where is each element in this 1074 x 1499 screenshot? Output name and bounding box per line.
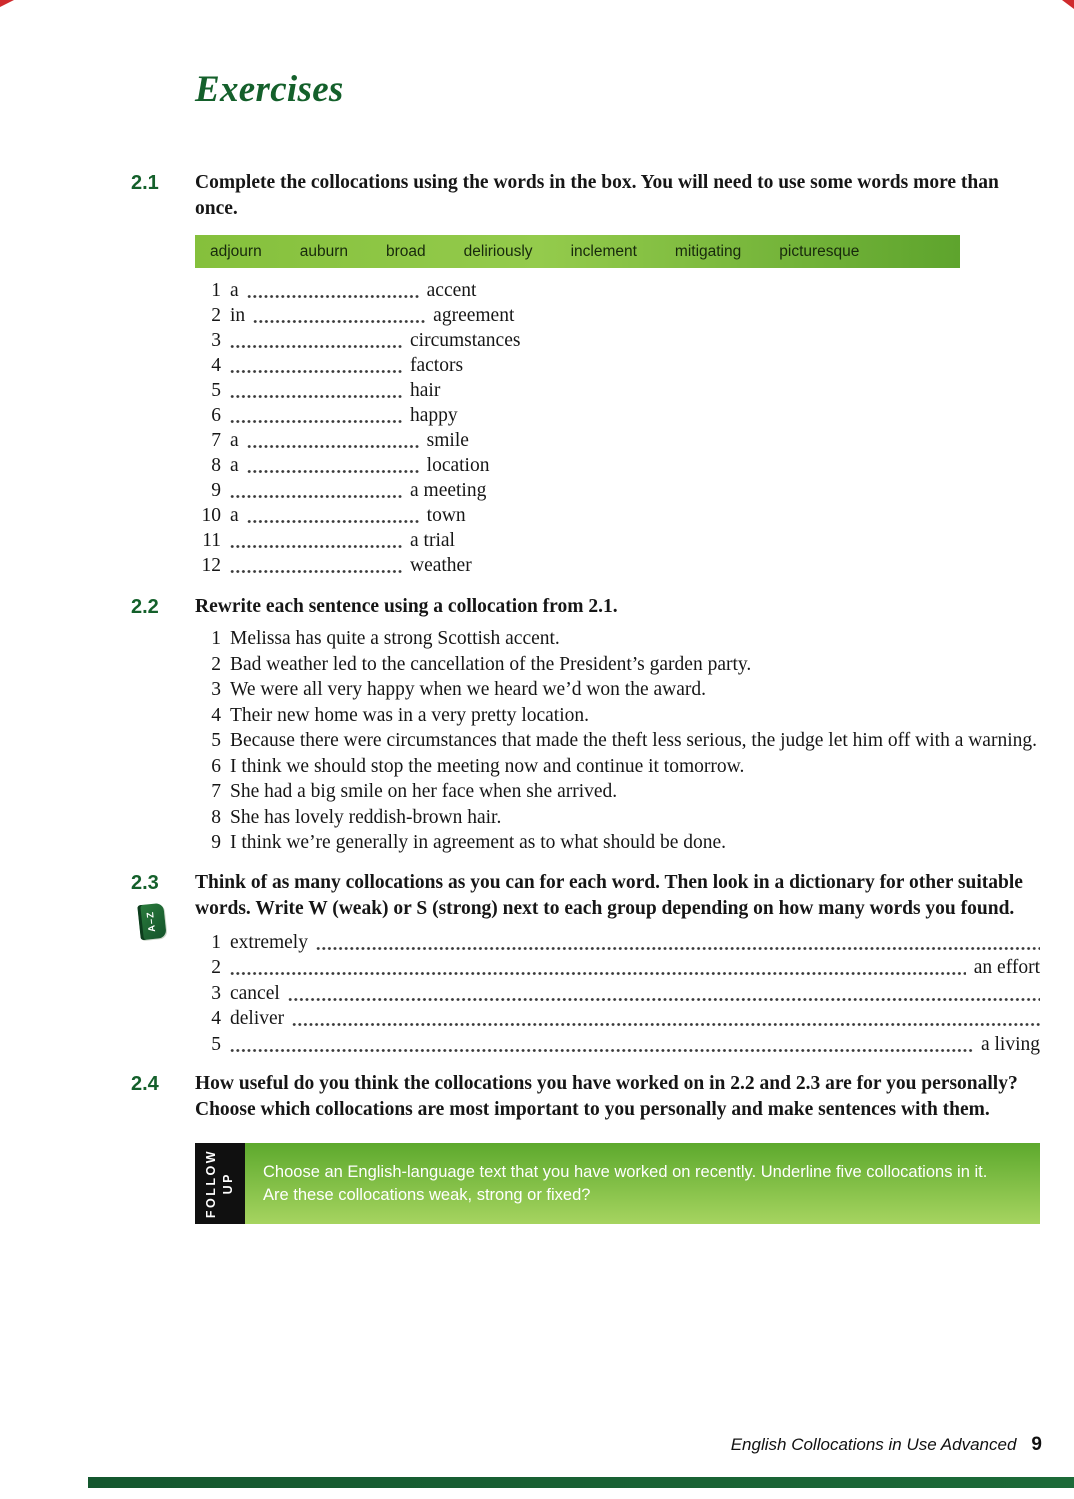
item-number: 4 — [211, 355, 221, 376]
answer-blank — [230, 478, 402, 503]
exercise-number-label: 2.4 — [131, 1073, 159, 1095]
item-number: 5 — [211, 1033, 221, 1055]
fill-item — [195, 981, 1040, 1007]
exercise-number-2-2 — [131, 594, 195, 856]
scan-corner-mark — [0, 0, 14, 7]
follow-up-tab — [195, 1143, 245, 1224]
sentence-item — [195, 728, 1040, 754]
fill-item — [195, 453, 1040, 478]
item-pre-word: cancel — [230, 982, 280, 1004]
exercise-number-2-4 — [131, 1071, 195, 1123]
fill-item — [195, 403, 1040, 428]
answer-blank — [230, 378, 402, 403]
answer-blank — [230, 955, 966, 981]
item-pre-word: a — [230, 430, 239, 451]
item-number: 8 — [211, 806, 221, 828]
item-post-word: a living — [980, 1033, 1040, 1055]
item-number: 6 — [211, 405, 221, 426]
item-pre-word: a — [230, 280, 239, 301]
answer-blank — [316, 930, 1040, 956]
fill-list-2-3 — [195, 930, 1040, 1058]
item-number: 11 — [202, 530, 221, 551]
item-number: 6 — [211, 755, 221, 777]
fill-item — [195, 503, 1040, 528]
sentence-text: She had a big smile on her face when she arrived. — [230, 781, 618, 802]
exercise-2-4-body — [195, 1071, 1040, 1123]
follow-up-text-line-2: Are these collocations weak, strong or fixed? — [263, 1185, 591, 1204]
item-number: 1 — [211, 628, 221, 649]
fill-item — [195, 553, 1040, 578]
sentence-list-2-2 — [195, 626, 1040, 856]
item-number: 9 — [211, 480, 221, 501]
sentence-text: Bad weather led to the cancellation of the President’s garden party. — [230, 653, 752, 675]
fill-list-2-1 — [195, 278, 1040, 578]
answer-blank — [230, 353, 402, 378]
sentence-text: I think we’re generally in agreement as to what should be done. — [230, 832, 727, 853]
item-number: 1 — [211, 280, 221, 301]
dictionary-icon-label: A–Z — [144, 910, 159, 933]
item-post-word: circumstances — [410, 330, 521, 351]
item-post-word: happy — [410, 405, 458, 426]
fill-item — [195, 930, 1040, 956]
item-number: 5 — [211, 730, 221, 751]
exercise-number-label: 2.2 — [131, 596, 159, 618]
sentence-item — [195, 830, 1040, 856]
instruction-2-3: Think of as many collocations as you can for each word. Then look in a dictionary for other suitable words. Write W (weak) or S (strong) next to each group depending on how many words you found. — [195, 871, 1023, 919]
item-pre-word: extremely — [230, 931, 308, 953]
fill-item — [195, 955, 1040, 981]
item-number: 4 — [211, 1008, 221, 1029]
sentence-text: I think we should stop the meeting now and continue it tomorrow. — [230, 755, 745, 777]
item-number: 12 — [201, 555, 221, 576]
item-number: 3 — [211, 679, 221, 700]
fill-item — [195, 378, 1040, 403]
item-post-word: accent — [426, 280, 477, 301]
fill-item — [195, 1032, 1040, 1058]
exercise-2-4 — [131, 1071, 1040, 1123]
item-post-word: weather — [410, 555, 472, 576]
follow-up-text-line-1: Choose an English-language text that you have worked on recently. Underline five collocations in it. — [263, 1162, 988, 1181]
sentence-item — [195, 677, 1040, 703]
answer-blank — [230, 1032, 973, 1058]
item-number: 10 — [201, 505, 221, 526]
item-number: 2 — [211, 957, 221, 978]
book-title: English Collocations in Use Advanced — [730, 1435, 1017, 1454]
follow-up-body — [245, 1143, 1040, 1224]
follow-up-tab-label-up: UP — [221, 1172, 235, 1195]
fill-item — [195, 1006, 1040, 1032]
word-box-word: deliriously — [463, 242, 533, 260]
fill-item — [195, 278, 1040, 303]
exercise-number-2-3 — [131, 870, 195, 1058]
instruction-2-2: Rewrite each sentence using a collocation from 2.1. — [195, 596, 618, 617]
item-post-word: factors — [410, 355, 464, 376]
exercise-2-1-body — [195, 170, 1040, 578]
item-post-word: town — [426, 505, 466, 526]
exercise-2-2-body — [195, 594, 1040, 856]
answer-blank — [230, 403, 402, 428]
follow-up-tab-label-follow: FOLLOW — [203, 1149, 218, 1219]
answer-blank — [288, 981, 1040, 1007]
answer-blank — [230, 328, 402, 353]
fill-item — [195, 353, 1040, 378]
answer-blank — [247, 278, 419, 303]
fill-item — [195, 428, 1040, 453]
sentence-text: We were all very happy when we heard we’d won the award. — [230, 679, 706, 700]
item-number: 7 — [211, 781, 221, 802]
sentence-text: Because there were circumstances that made the theft less serious, the judge let him off with a warning. — [230, 730, 1037, 751]
item-post-word: hair — [410, 380, 441, 401]
fill-item — [195, 328, 1040, 353]
answer-blank — [253, 303, 425, 328]
answer-blank — [247, 428, 419, 453]
fill-item — [195, 303, 1040, 328]
instruction-2-4: How useful do you think the collocations you have worked on in 2.2 and 2.3 are for you personally? Choose which collocations are most important to you personally and make sentences with them. — [195, 1073, 1018, 1120]
item-pre-word: deliver — [230, 1008, 285, 1029]
exercise-number-2-1 — [131, 170, 195, 578]
item-pre-word: a — [230, 455, 239, 476]
item-number: 2 — [211, 653, 221, 675]
word-box-word: inclement — [570, 242, 637, 260]
answer-blank — [247, 503, 419, 528]
page-number: 9 — [1031, 1434, 1042, 1455]
page-title: Exercises — [195, 69, 344, 110]
item-post-word: an effort — [973, 957, 1040, 978]
item-post-word: agreement — [433, 305, 515, 326]
sentence-text: Their new home was in a very pretty location. — [230, 704, 590, 726]
exercise-2-2 — [131, 594, 1040, 856]
item-number: 7 — [211, 430, 221, 451]
exercise-2-3-body — [195, 870, 1040, 1058]
page-footer — [731, 1434, 1042, 1456]
sentence-item — [195, 754, 1040, 780]
item-number: 8 — [211, 455, 221, 476]
scan-corner-mark — [1062, 0, 1074, 9]
word-box-word: picturesque — [779, 242, 860, 260]
item-post-word: location — [426, 455, 490, 476]
follow-up-box — [195, 1143, 1040, 1224]
item-number: 5 — [211, 380, 221, 401]
sentence-text: Melissa has quite a strong Scottish accent. — [230, 628, 560, 649]
item-number: 2 — [211, 305, 221, 326]
dictionary-icon — [137, 902, 167, 940]
fill-item — [195, 528, 1040, 553]
sentence-item — [195, 626, 1040, 652]
item-number: 3 — [211, 330, 221, 351]
item-pre-word: in — [230, 305, 246, 326]
item-number: 1 — [211, 931, 221, 953]
exercise-2-3 — [131, 870, 1040, 1058]
word-box-word: broad — [385, 242, 426, 260]
item-post-word: smile — [426, 430, 469, 451]
answer-blank — [247, 453, 419, 478]
exercise-number-label: 2.1 — [131, 172, 159, 194]
sentence-item — [195, 652, 1040, 678]
item-number: 9 — [211, 832, 221, 853]
item-number: 4 — [211, 704, 221, 726]
answer-blank — [230, 528, 402, 553]
answer-blank — [292, 1006, 1040, 1032]
sentence-item — [195, 703, 1040, 729]
word-box-word: auburn — [299, 242, 348, 260]
word-box-word: adjourn — [210, 242, 262, 260]
item-number: 3 — [211, 982, 221, 1004]
item-post-word: a trial — [410, 530, 455, 551]
sentence-item — [195, 805, 1040, 831]
answer-blank — [230, 553, 402, 578]
word-box — [195, 235, 960, 268]
word-box-word: mitigating — [674, 242, 742, 260]
item-post-word: a meeting — [410, 480, 487, 501]
exercise-2-1 — [131, 170, 1040, 578]
exercise-number-label: 2.3 — [131, 871, 159, 894]
bottom-bar — [88, 1477, 1074, 1488]
item-pre-word: a — [230, 505, 239, 526]
fill-item — [195, 478, 1040, 503]
sentence-item — [195, 779, 1040, 805]
instruction-2-1: Complete the collocations using the words in the box. You will need to use some words more than once. — [195, 172, 999, 219]
sentence-text: She has lovely reddish-brown hair. — [230, 806, 502, 828]
